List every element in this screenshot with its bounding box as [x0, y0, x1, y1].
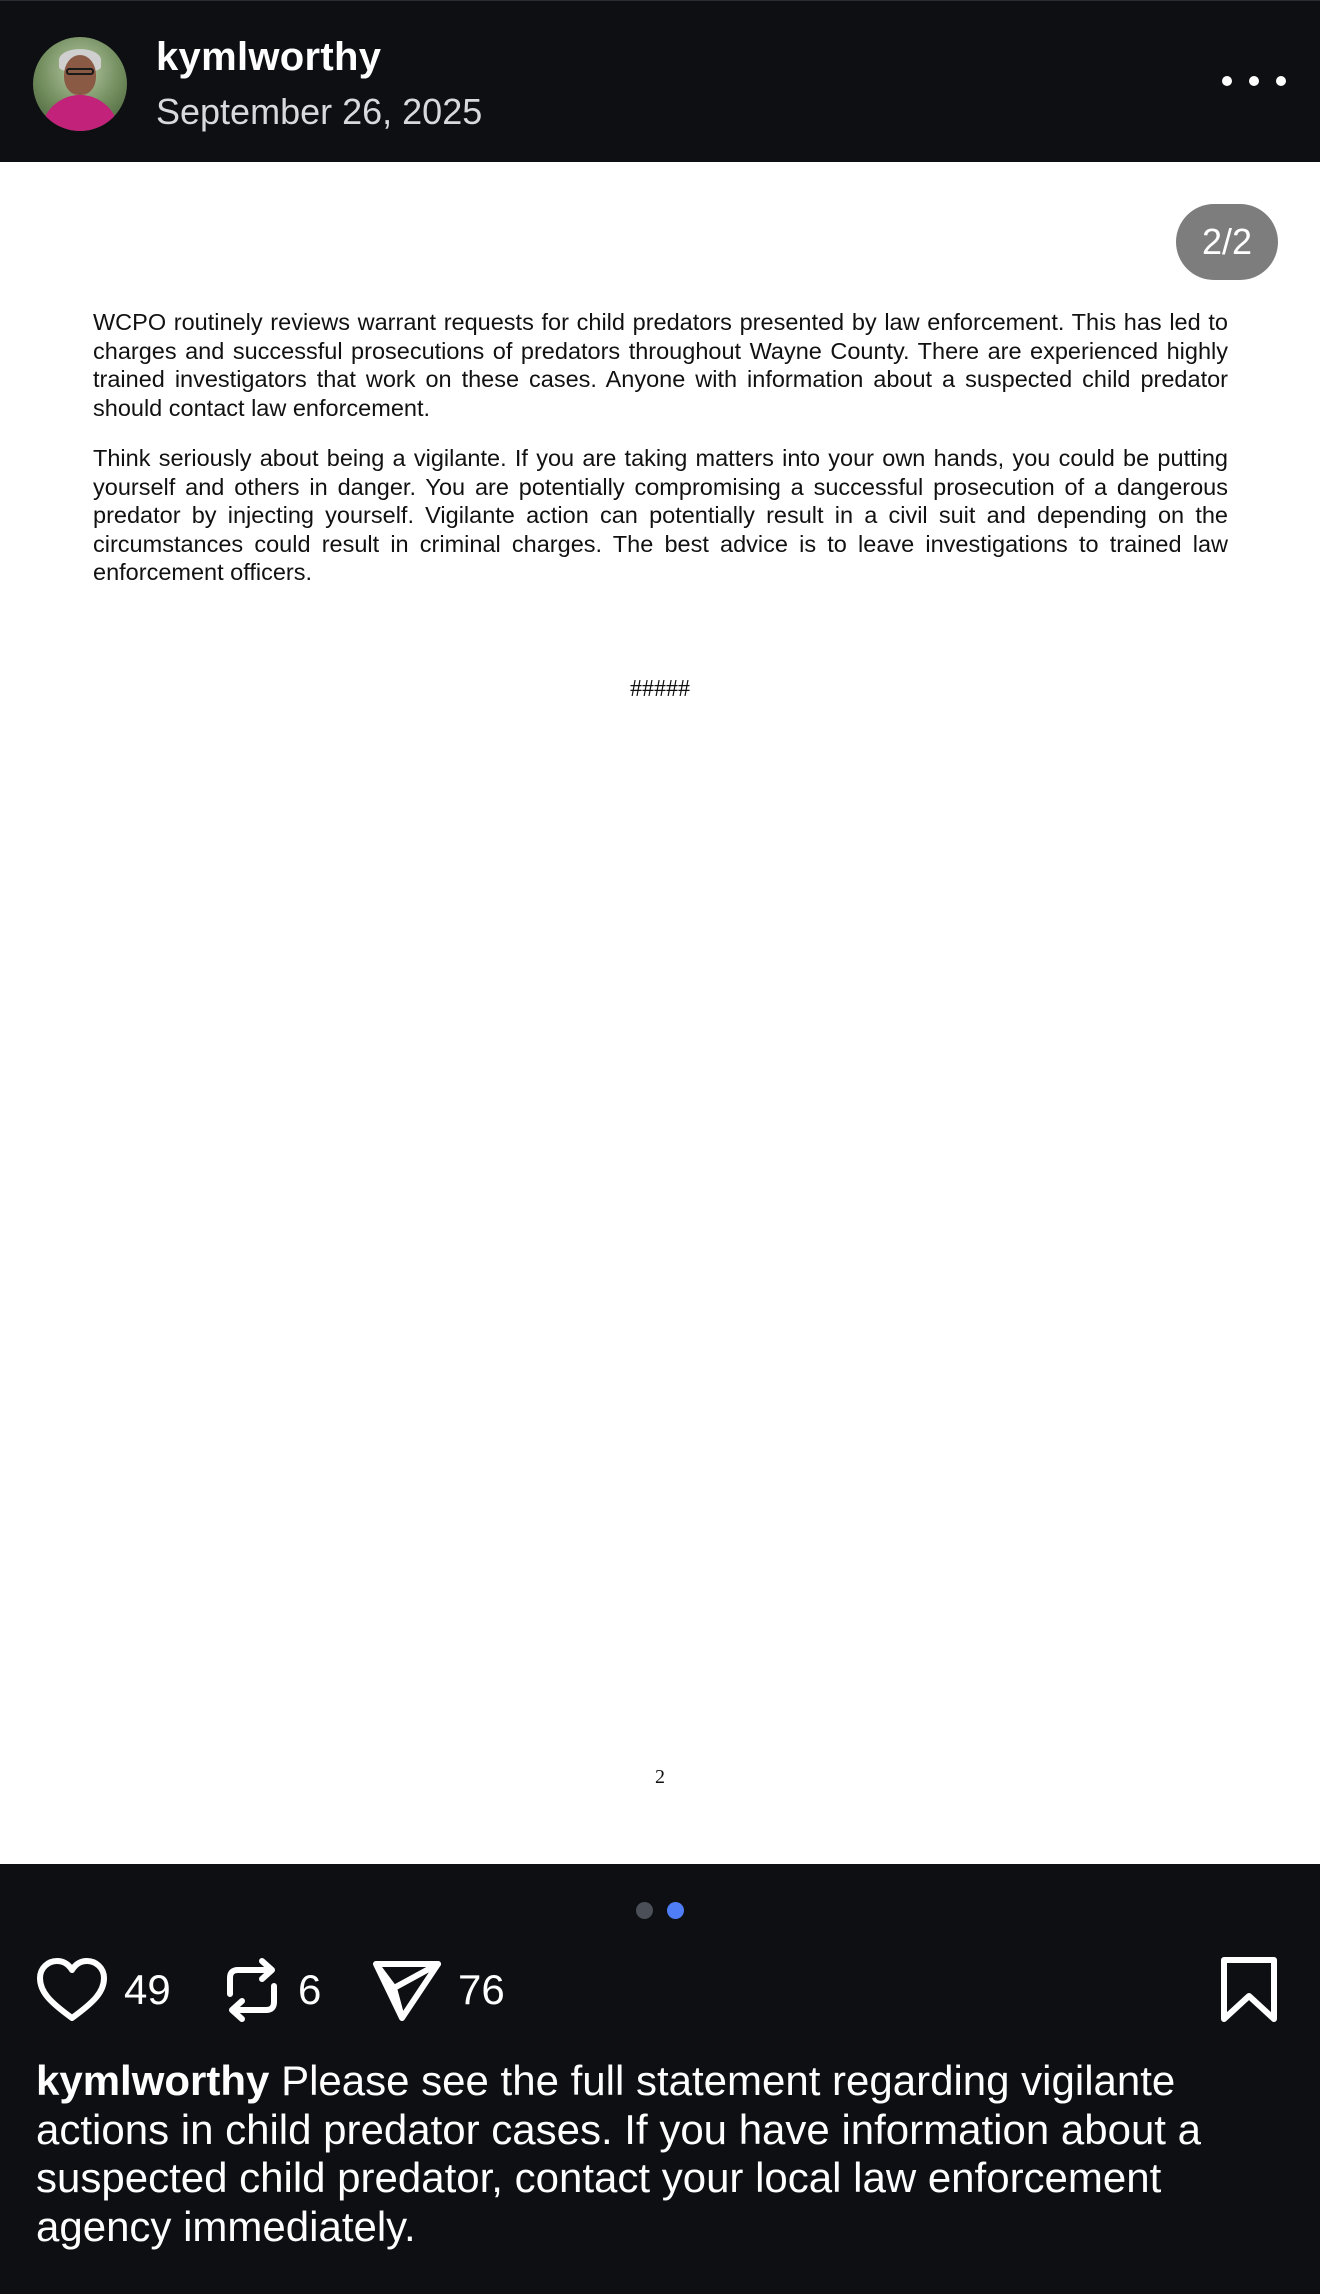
document-page-number: 2 — [655, 1766, 665, 1788]
caption-text: Please see the full statement regarding vigilante actions in child predator cases. If you have information about a suspected child predator, contact your local law enforcement agency immediately. — [36, 2057, 1202, 2250]
caption-username[interactable]: kymlworthy — [36, 2057, 270, 2104]
avatar-body — [41, 95, 119, 131]
repost-count: 6 — [298, 1966, 322, 2013]
author-username[interactable]: kymlworthy — [156, 35, 382, 79]
more-options-button[interactable] — [1222, 61, 1286, 101]
document-paragraph: WCPO routinely reviews warrant requests for child predators presented by law enforcement. This has led to charges and successful prosecutions of predators throughout Wayne County. There are experienced highly trained investigators that work on these cases. Anyone with information about a suspected child predator should contact law enforcement. — [93, 309, 1228, 421]
more-horizontal-icon — [1276, 76, 1286, 86]
post-date: September 26, 2025 — [156, 91, 483, 132]
send-icon — [372, 1958, 442, 2022]
like-button[interactable] — [36, 1956, 171, 2024]
action-bar — [0, 1950, 1320, 2030]
more-horizontal-icon — [1249, 76, 1259, 86]
share-count: 76 — [458, 1966, 505, 2013]
post-header — [0, 0, 1320, 162]
carousel-slide[interactable] — [0, 162, 1320, 1864]
repost-icon — [222, 1956, 282, 2024]
pagination-dot[interactable] — [636, 1902, 653, 1919]
bookmark-icon — [1218, 1956, 1280, 2024]
heart-icon — [36, 1958, 108, 2022]
share-button[interactable] — [372, 1956, 505, 2024]
pagination-dot-active[interactable] — [667, 1902, 684, 1919]
carousel-pagination — [636, 1900, 684, 1920]
bookmark-button[interactable] — [1218, 1956, 1280, 2024]
slide-counter-badge: 2/2 — [1176, 204, 1278, 280]
document-end-mark: ##### — [630, 676, 690, 702]
like-count: 49 — [124, 1966, 171, 2013]
avatar[interactable] — [33, 37, 127, 131]
more-horizontal-icon — [1222, 76, 1232, 86]
post-caption — [36, 2057, 1286, 2251]
avatar-face — [64, 55, 96, 95]
repost-button[interactable] — [222, 1956, 321, 2024]
document-paragraph: Think seriously about being a vigilante. If you are taking matters into your own hands, you could be putting yourself and others in danger. You are potentially compromising a successful prosecution of a dangerous predator by injecting yourself. Vigilante action can potentially result in a civil suit and depending on the circumstances could result in criminal charges. The best advice is to leave investigations to trained law enforcement officers. — [93, 445, 1228, 585]
avatar-glasses — [66, 68, 94, 75]
